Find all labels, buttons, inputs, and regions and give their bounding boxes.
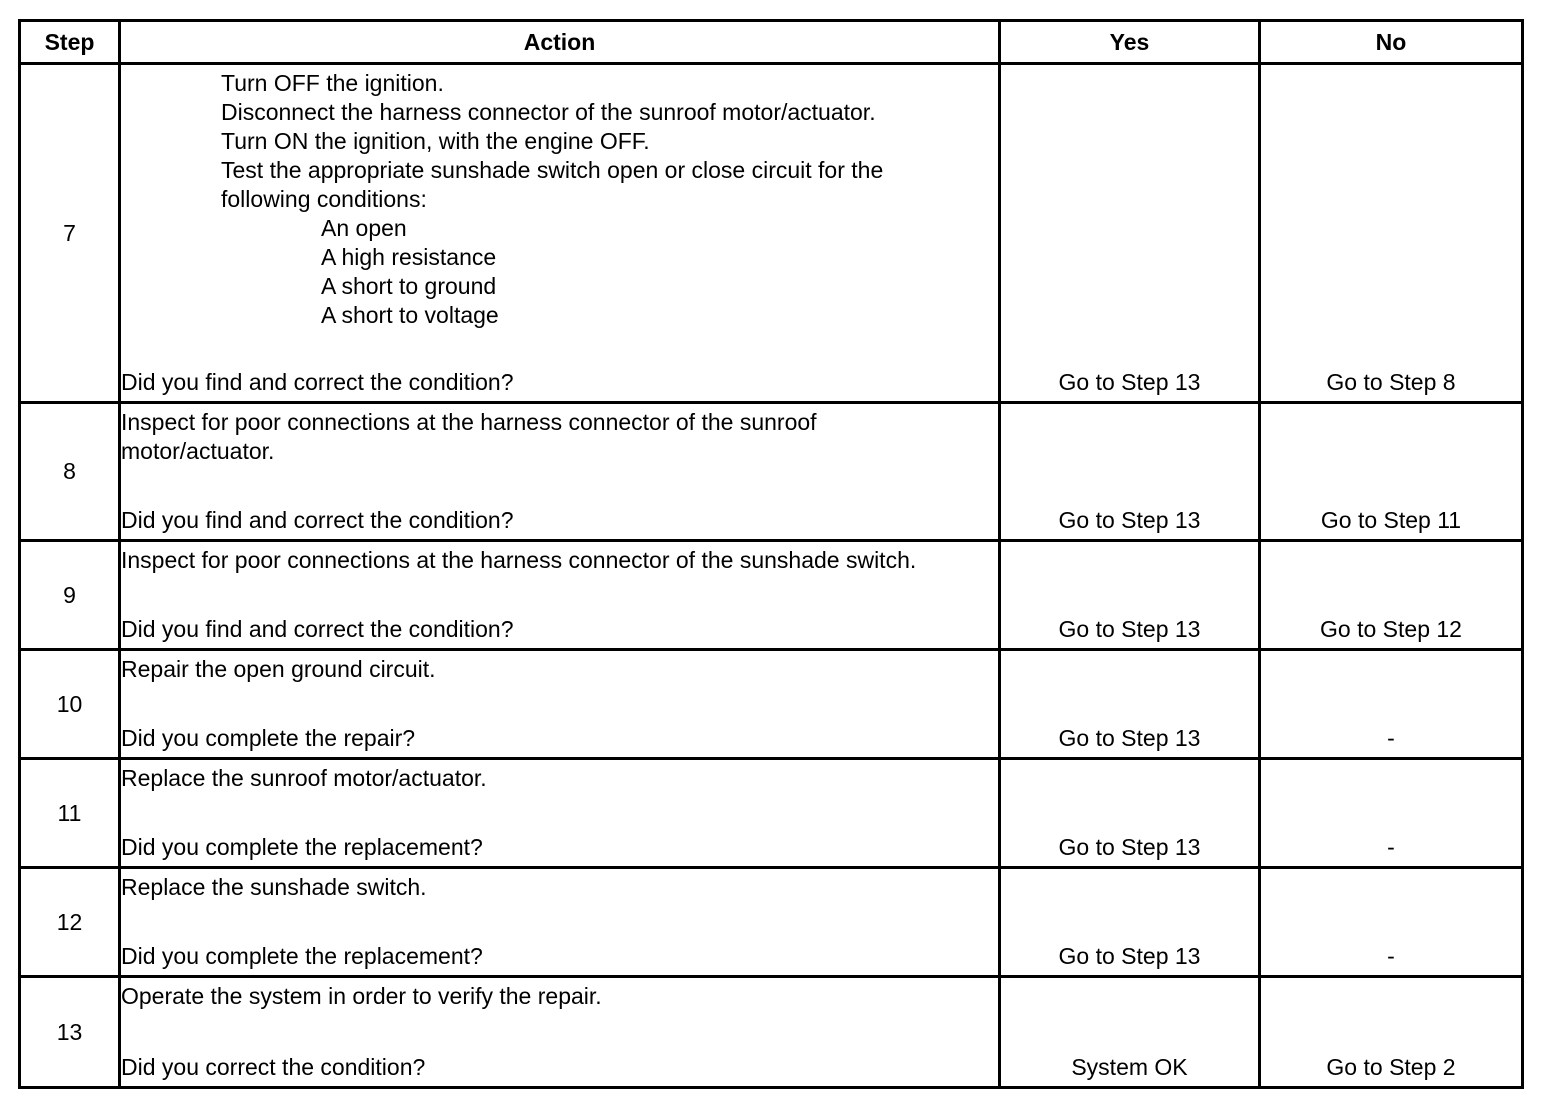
yes-result: Go to Step 13 xyxy=(1058,507,1201,533)
yes-result: Go to Step 13 xyxy=(1058,834,1201,860)
yes-result: System OK xyxy=(1071,1054,1188,1080)
step-number: 13 xyxy=(20,977,120,1088)
diagnostic-table xyxy=(18,19,1524,1089)
table-row xyxy=(20,650,1523,759)
no-result: Go to Step 11 xyxy=(1320,507,1462,533)
step-number: 11 xyxy=(20,759,120,868)
no-cell xyxy=(1260,868,1523,977)
yes-cell xyxy=(1000,403,1260,541)
yes-cell xyxy=(1000,650,1260,759)
condition-item: A short to voltage xyxy=(321,302,499,328)
action-question: Did you find and correct the condition? xyxy=(121,616,514,642)
action-line: Repair the open ground circuit. xyxy=(121,656,436,682)
yes-result: Go to Step 13 xyxy=(1058,943,1201,969)
action-cell xyxy=(120,977,1000,1088)
condition-item: An open xyxy=(321,215,407,241)
no-result: Go to Step 8 xyxy=(1326,369,1456,395)
action-cell xyxy=(120,868,1000,977)
header-row xyxy=(20,21,1523,64)
action-line: Test the appropriate sunshade switch open or close circuit for the xyxy=(221,157,884,183)
header-yes: Yes xyxy=(1000,21,1260,64)
step-number: 10 xyxy=(20,650,120,759)
action-cell xyxy=(120,650,1000,759)
table-row xyxy=(20,403,1523,541)
action-cell xyxy=(120,759,1000,868)
no-cell xyxy=(1260,541,1523,650)
yes-cell xyxy=(1000,977,1260,1088)
action-question: Did you correct the condition? xyxy=(121,1054,426,1080)
action-question: Did you complete the replacement? xyxy=(121,834,483,860)
action-line: following conditions: xyxy=(221,186,427,212)
action-line: Inspect for poor connections at the harness connector of the sunroof xyxy=(121,409,817,435)
yes-result: Go to Step 13 xyxy=(1058,725,1201,751)
action-line: Replace the sunroof motor/actuator. xyxy=(121,765,487,791)
yes-cell xyxy=(1000,64,1260,403)
step-number: 8 xyxy=(20,403,120,541)
yes-cell xyxy=(1000,868,1260,977)
action-line: Inspect for poor connections at the harness connector of the sunshade switch. xyxy=(121,547,917,573)
table-row xyxy=(20,977,1523,1088)
action-line: Replace the sunshade switch. xyxy=(121,874,427,900)
no-cell xyxy=(1260,759,1523,868)
action-cell xyxy=(120,541,1000,650)
action-line: Turn ON the ignition, with the engine OFF. xyxy=(221,128,650,154)
action-line: Turn OFF the ignition. xyxy=(221,70,444,96)
action-line: motor/actuator. xyxy=(121,438,275,464)
header-no: No xyxy=(1260,21,1523,64)
condition-item: A short to ground xyxy=(321,273,497,299)
action-cell xyxy=(120,64,1000,403)
yes-result: Go to Step 13 xyxy=(1058,369,1201,395)
no-cell xyxy=(1260,64,1523,403)
step-number: 9 xyxy=(20,541,120,650)
no-cell xyxy=(1260,403,1523,541)
action-question: Did you find and correct the condition? xyxy=(121,369,514,395)
action-line: Operate the system in order to verify the repair. xyxy=(121,983,602,1009)
yes-result: Go to Step 13 xyxy=(1058,616,1201,642)
action-question: Did you find and correct the condition? xyxy=(121,507,514,533)
table-row xyxy=(20,759,1523,868)
condition-item: A high resistance xyxy=(321,244,497,270)
step-number: 7 xyxy=(20,64,120,403)
no-result: - xyxy=(1387,834,1395,860)
action-question: Did you complete the replacement? xyxy=(121,943,483,969)
no-cell xyxy=(1260,650,1523,759)
header-step: Step xyxy=(20,21,120,64)
no-result: - xyxy=(1387,943,1395,969)
no-result: - xyxy=(1387,725,1395,751)
step-number: 12 xyxy=(20,868,120,977)
table-row xyxy=(20,64,1523,403)
no-result: Go to Step 12 xyxy=(1320,616,1462,642)
action-line: Disconnect the harness connector of the sunroof motor/actuator. xyxy=(221,99,876,125)
yes-cell xyxy=(1000,541,1260,650)
yes-cell xyxy=(1000,759,1260,868)
no-cell xyxy=(1260,977,1523,1088)
table-row xyxy=(20,541,1523,650)
table-row xyxy=(20,868,1523,977)
action-cell xyxy=(120,403,1000,541)
header-action: Action xyxy=(120,21,1000,64)
action-question: Did you complete the repair? xyxy=(121,725,416,751)
no-result: Go to Step 2 xyxy=(1326,1054,1456,1080)
